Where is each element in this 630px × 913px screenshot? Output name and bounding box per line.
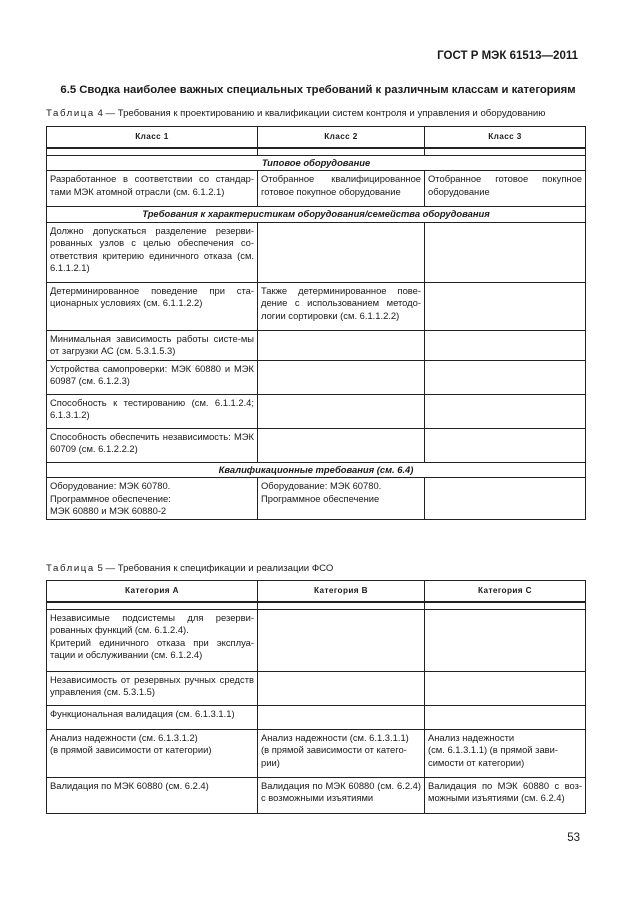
table-row [47,360,586,394]
table5-col-cat-b: Категория В [258,581,425,602]
table-cell: Оборудование: МЭК 60780. Программное обеспечение: МЭК 60880 и МЭК 60880-2 [47,478,258,520]
table4-header-row [47,127,586,148]
table4-group-typical: Типовое оборудование [47,156,586,171]
table-cell [425,706,586,730]
table-row [47,610,586,672]
table-cell [425,330,586,360]
table-row [47,730,586,778]
table-cell: Независимость от резервных ручных средств управления (см. 5.3.1.5) [47,672,258,706]
table-cell: Валидация по МЭК 60880 (см. 6.2.4) с возможными изъятиями [258,778,425,814]
table-cell: Анализ надежности (см. 6.1.3.1.1) (в прямой зависимости от катего-рии) [258,730,425,778]
table-cell: Анализ надежности (см. 6.1.3.1.1) (в прямой зави-симости от категории) [425,730,586,778]
table-cell: Функциональная валидация (см. 6.1.3.1.1) [47,706,258,730]
table-cell: Оборудование: МЭК 60780. Программное обеспечение [258,478,425,520]
table-cell: Также детерминированное пове-дение с использованием методо-логии сортировки (см. 6.1.1.2.2) [258,282,425,330]
table-row [47,428,586,462]
table-cell: Валидация по МЭК 60880 с воз-можными изъятиями (см. 6.2.4) [425,778,586,814]
table-cell [258,428,425,462]
table4-caption [46,108,545,119]
table-cell [425,360,586,394]
table-cell [258,672,425,706]
table-cell: Анализ надежности (см. 6.1.3.1.2) (в прямой зависимости от категории) [47,730,258,778]
table-row [47,778,586,814]
section-title: 6.5 Сводка наиболее важных специальных требований к различным классам и категориям [60,84,576,96]
table-cell: Отобранное готовое покупное оборудование [425,171,586,207]
table-cell [258,330,425,360]
table-cell: Разработанное в соответствии со стандар-тами МЭК атомной отрасли (см. 6.1.2.1) [47,171,258,207]
table-cell: Независимые подсистемы для резерви-рованных функций (см. 6.1.2.4). Критерий единичного отказа при эксплуа-тации и обслуживании (см. 6.1.2.4) [47,610,258,672]
table-cell: Отобранное квалифицированное готовое покупное оборудование [258,171,425,207]
table5-caption-word: Таблица [46,563,95,574]
table5-col-cat-a: Категория А [47,581,258,602]
table4-group-qualification: Квалификационные требования (см. 6.4) [47,462,586,477]
table4 [46,126,586,520]
table4-spacer-row [47,148,586,156]
table-cell [258,360,425,394]
table-cell [258,394,425,428]
table-cell [425,222,586,282]
table-cell: Валидация по МЭК 60880 (см. 6.2.4) [47,778,258,814]
table-cell [258,610,425,672]
table-cell [425,394,586,428]
document-header: ГОСТ Р МЭК 61513—2011 [437,50,578,62]
table-cell [425,478,586,520]
table5-header-row [47,581,586,602]
table-row [47,672,586,706]
table-cell: Способность к тестированию (см. 6.1.1.2.4; 6.1.3.1.2) [47,394,258,428]
table4-group-row [47,156,586,171]
table5-caption-text: 5 — Требования к спецификации и реализации ФСО [97,563,334,574]
page-number: 53 [567,832,580,844]
table5-caption [46,563,333,574]
table4-group-characteristics: Требования к характеристикам оборудования/семейства оборудования [47,207,586,222]
table4-group-row [47,207,586,222]
table4-col-class2: Класс 2 [258,127,425,148]
table-cell [258,222,425,282]
table-row [47,394,586,428]
table-cell [258,706,425,730]
table-row [47,706,586,730]
table4-caption-text: 4 — Требования к проектированию и квалификации систем контроля и управления и оборудованию [97,108,546,119]
table-row [47,222,586,282]
table5-col-cat-c: Категория С [425,581,586,602]
table5 [46,580,586,814]
table4-col-class3: Класс 3 [425,127,586,148]
table-row [47,478,586,520]
table-row [47,282,586,330]
table4-caption-word: Таблица [46,108,95,119]
table-cell: Способность обеспечить независимость: МЭК 60709 (см. 6.1.2.2.2) [47,428,258,462]
table5-spacer-row [47,602,586,610]
table-row [47,330,586,360]
table4-col-class1: Класс 1 [47,127,258,148]
table-cell [425,672,586,706]
table-cell: Детерминированное поведение при ста-ционарных условиях (см. 6.1.1.2.2) [47,282,258,330]
table-cell [425,282,586,330]
table-cell [425,428,586,462]
table-cell: Устройства самопроверки: МЭК 60880 и МЭК 60987 (см. 6.1.2.3) [47,360,258,394]
table-cell: Должно допускаться разделение резерви-рованных узлов с целью обеспечения со-ответствия критерию единичного отказа (см. 6.1.1.2.1) [47,222,258,282]
table-row [47,171,586,207]
table4-group-row [47,462,586,477]
table-cell: Минимальная зависимость работы систе-мы от загрузки АС (см. 5.3.1.5.3) [47,330,258,360]
table-cell [425,610,586,672]
